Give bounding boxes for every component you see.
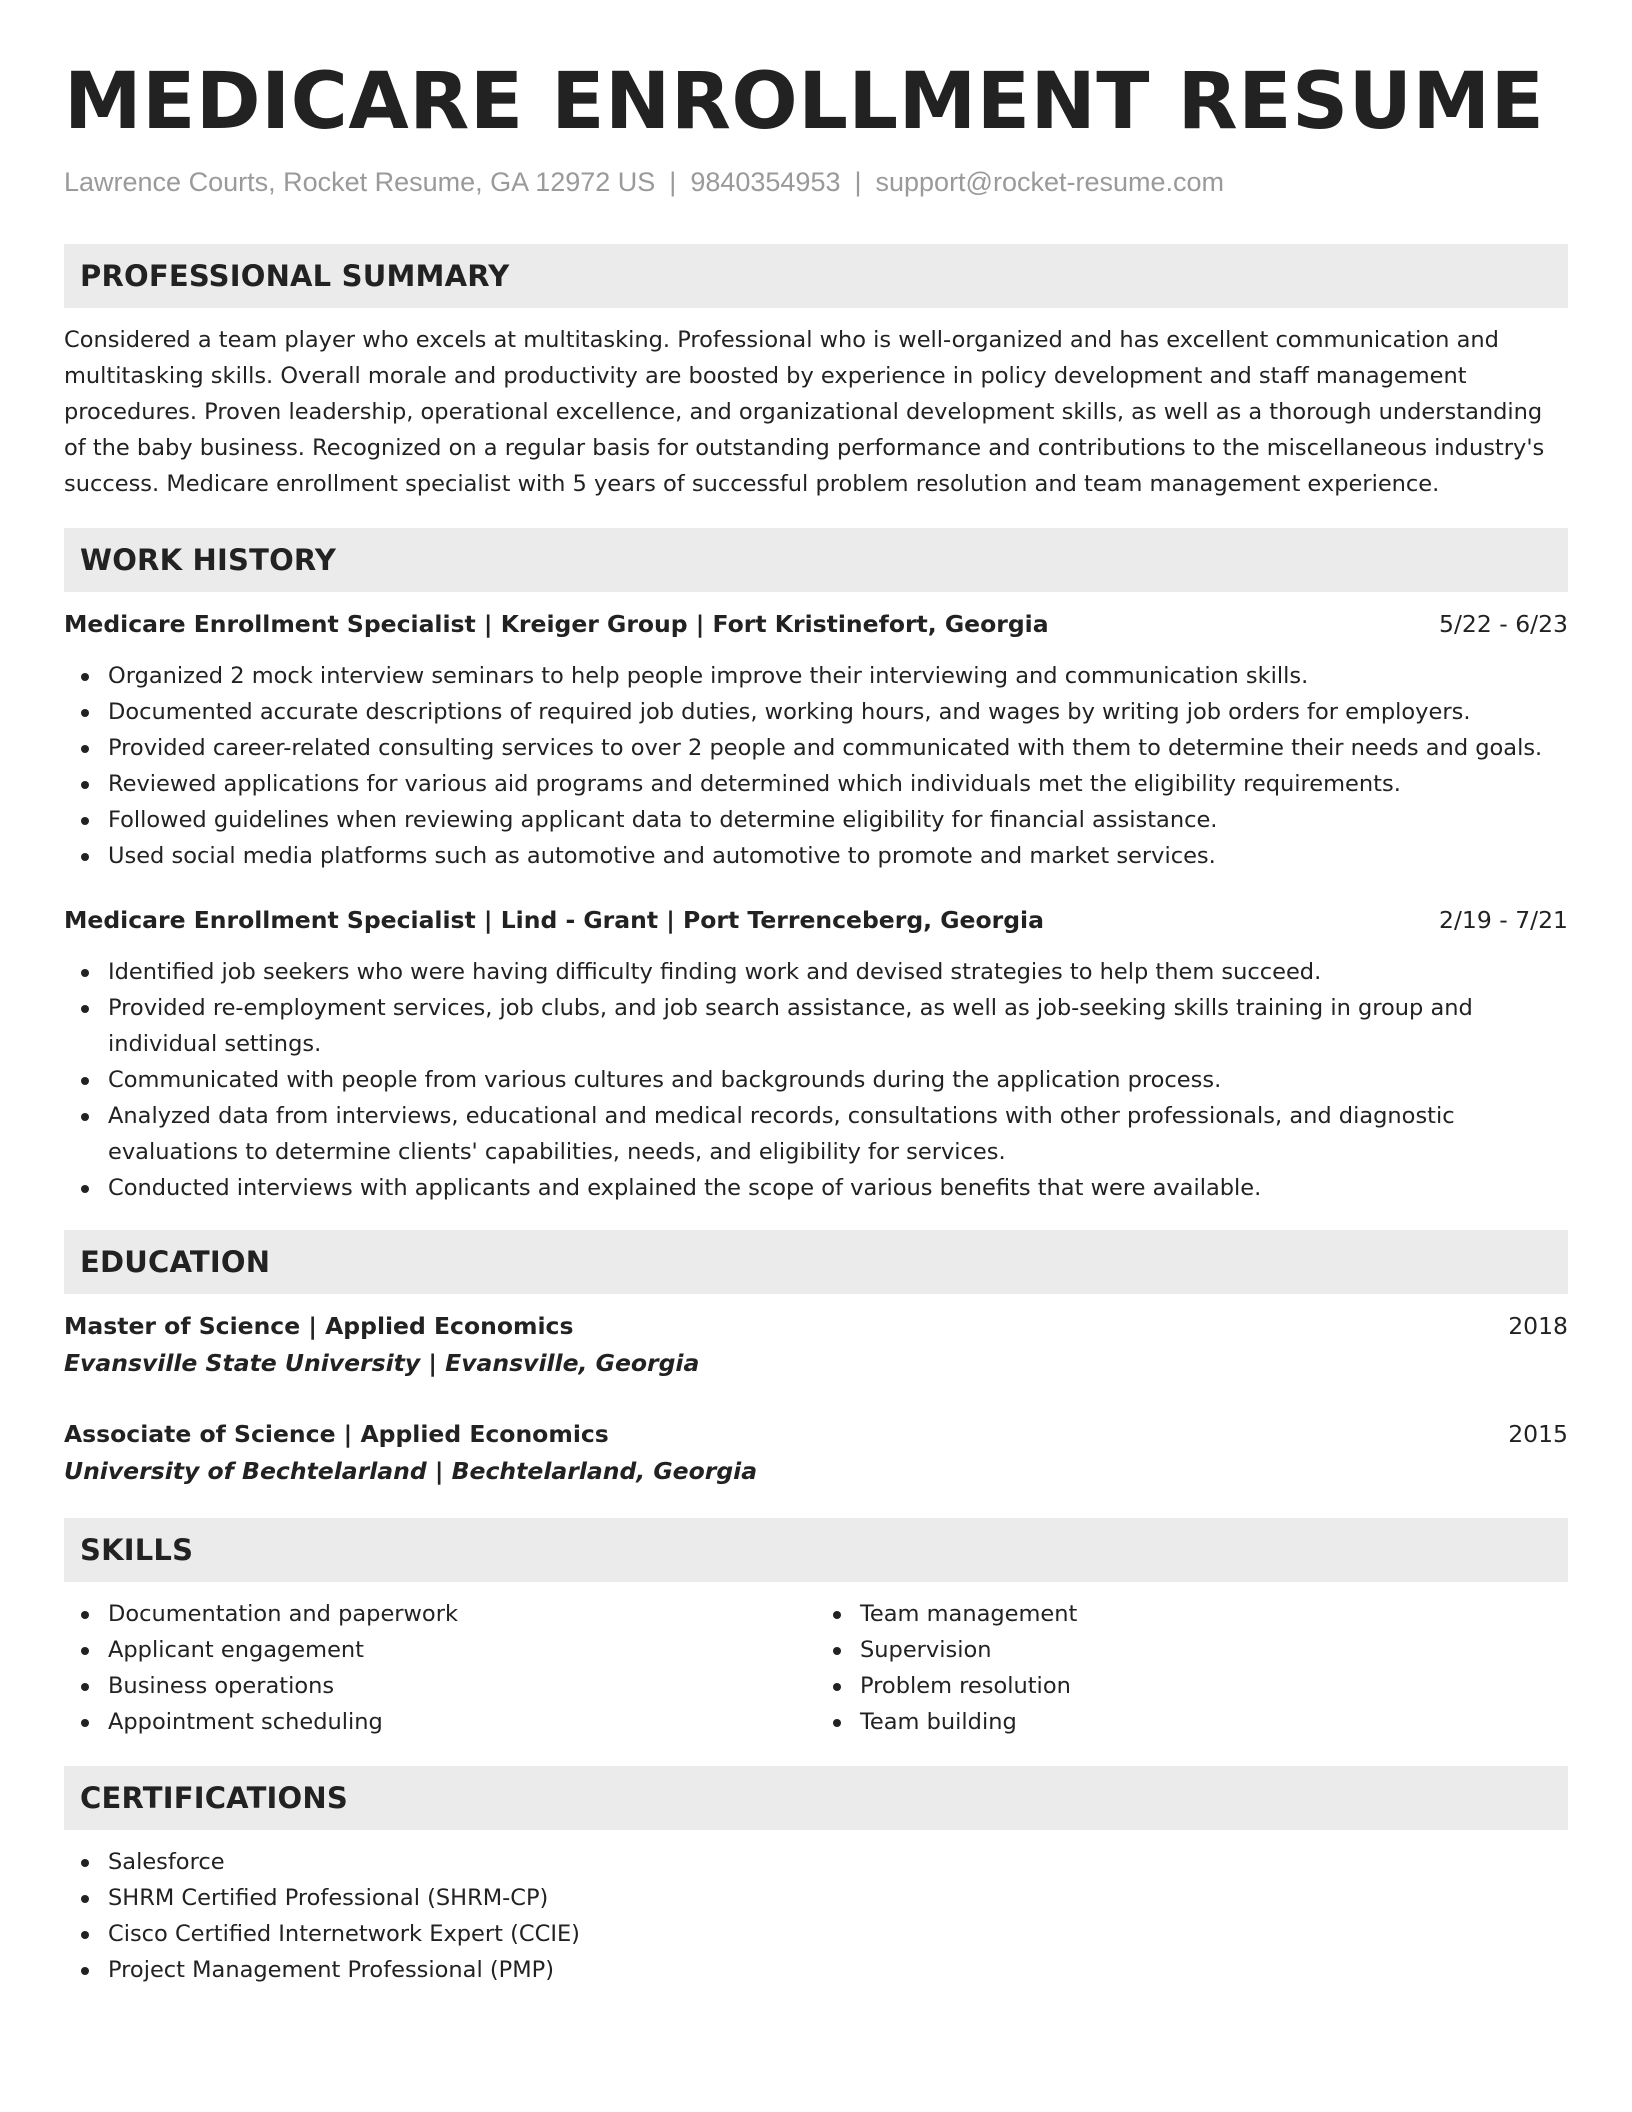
contact-line (64, 162, 1568, 202)
job-bullet: Provided re-employment services, job clubs, and job search assistance, as well as job-seeking skills training in group and individual settings. (64, 990, 1568, 1062)
education-school: Evansville State University | Evansville, Georgia (64, 1349, 700, 1377)
skills-column-right (816, 1596, 1568, 1740)
skill-item: Problem resolution (816, 1668, 1568, 1704)
job-bullet: Organized 2 mock interview seminars to help people improve their interviewing and communication skills. (64, 658, 1568, 694)
education-year: 2018 (1508, 1312, 1568, 1340)
skills-list (64, 1596, 1568, 1740)
job-header (64, 606, 1568, 642)
education-school: University of Bechtelarland | Bechtelarland, Georgia (64, 1457, 758, 1485)
job-header (64, 902, 1568, 938)
certifications-list (64, 1844, 1568, 1988)
section-heading-certifications: CERTIFICATIONS (64, 1766, 1568, 1830)
job-bullet: Used social media platforms such as automotive and automotive to promote and market services. (64, 838, 1568, 874)
job-bullet: Conducted interviews with applicants and explained the scope of various benefits that were available. (64, 1170, 1568, 1206)
contact-address: Lawrence Courts, Rocket Resume, GA 12972 US (64, 167, 656, 197)
section-heading-skills: SKILLS (64, 1518, 1568, 1582)
education-header (64, 1308, 1568, 1344)
skills-column-left (64, 1596, 816, 1740)
contact-separator: | (669, 167, 677, 197)
education-degree: Associate of Science | Applied Economics (64, 1420, 609, 1448)
certification-item: Cisco Certified Internetwork Expert (CCIE) (64, 1916, 1568, 1952)
certification-item: SHRM Certified Professional (SHRM-CP) (64, 1880, 1568, 1916)
education-entry (64, 1308, 1568, 1382)
skill-item: Documentation and paperwork (64, 1596, 816, 1632)
skill-item: Appointment scheduling (64, 1704, 816, 1740)
job-entry (64, 902, 1568, 1206)
skill-item: Team management (816, 1596, 1568, 1632)
summary-text: Considered a team player who excels at multitasking. Professional who is well-organized and has excellent communication and multitasking skills. Overall morale and productivity are boosted by experience in policy development and staff management procedures. Proven leadership, operational excellence, and organizational development skills, as well as a thorough understanding of the baby business. Recognized on a regular basis for outstanding performance and contributions to the miscellaneous industry's success. Medicare enrollment specialist with 5 years of successful problem resolution and team management experience. (64, 327, 1545, 497)
job-entry (64, 606, 1568, 874)
job-bullet: Reviewed applications for various aid programs and determined which individuals met the eligibility requirements. (64, 766, 1568, 802)
job-bullet: Provided career-related consulting services to over 2 people and communicated with them to determine their needs and goals. (64, 730, 1568, 766)
contact-phone: 9840354953 (690, 167, 841, 197)
job-bullet: Documented accurate descriptions of required job duties, working hours, and wages by writing job orders for employers. (64, 694, 1568, 730)
job-title: Medicare Enrollment Specialist | Lind - Grant | Port Terrenceberg, Georgia (64, 906, 1044, 934)
certification-item: Project Management Professional (PMP) (64, 1952, 1568, 1988)
certification-item: Salesforce (64, 1844, 1568, 1880)
education-year: 2015 (1508, 1420, 1568, 1448)
contact-separator: | (854, 167, 862, 197)
resume-title: MEDICARE ENROLLMENT RESUME (64, 57, 1545, 147)
job-dates: 2/19 - 7/21 (1439, 906, 1568, 934)
job-bullets (64, 658, 1568, 874)
section-heading-summary: PROFESSIONAL SUMMARY (64, 244, 1568, 308)
job-bullet: Identified job seekers who were having difficulty finding work and devised strategies to help them succeed. (64, 954, 1568, 990)
skill-item: Business operations (64, 1668, 816, 1704)
education-entry (64, 1416, 1568, 1490)
education-header (64, 1416, 1568, 1452)
skill-item: Applicant engagement (64, 1632, 816, 1668)
job-dates: 5/22 - 6/23 (1439, 610, 1568, 638)
job-bullets (64, 954, 1568, 1206)
contact-email: support@rocket-resume.com (875, 167, 1225, 197)
section-heading-education: EDUCATION (64, 1230, 1568, 1294)
job-title: Medicare Enrollment Specialist | Kreiger Group | Fort Kristinefort, Georgia (64, 610, 1049, 638)
job-bullet: Communicated with people from various cultures and backgrounds during the application process. (64, 1062, 1568, 1098)
skill-item: Supervision (816, 1632, 1568, 1668)
job-bullet: Analyzed data from interviews, educational and medical records, consultations with other professionals, and diagnostic evaluations to determine clients' capabilities, needs, and eligibility for services. (64, 1098, 1568, 1170)
skill-item: Team building (816, 1704, 1568, 1740)
job-bullet: Followed guidelines when reviewing applicant data to determine eligibility for financial assistance. (64, 802, 1568, 838)
section-heading-work-history: WORK HISTORY (64, 528, 1568, 592)
education-degree: Master of Science | Applied Economics (64, 1312, 574, 1340)
